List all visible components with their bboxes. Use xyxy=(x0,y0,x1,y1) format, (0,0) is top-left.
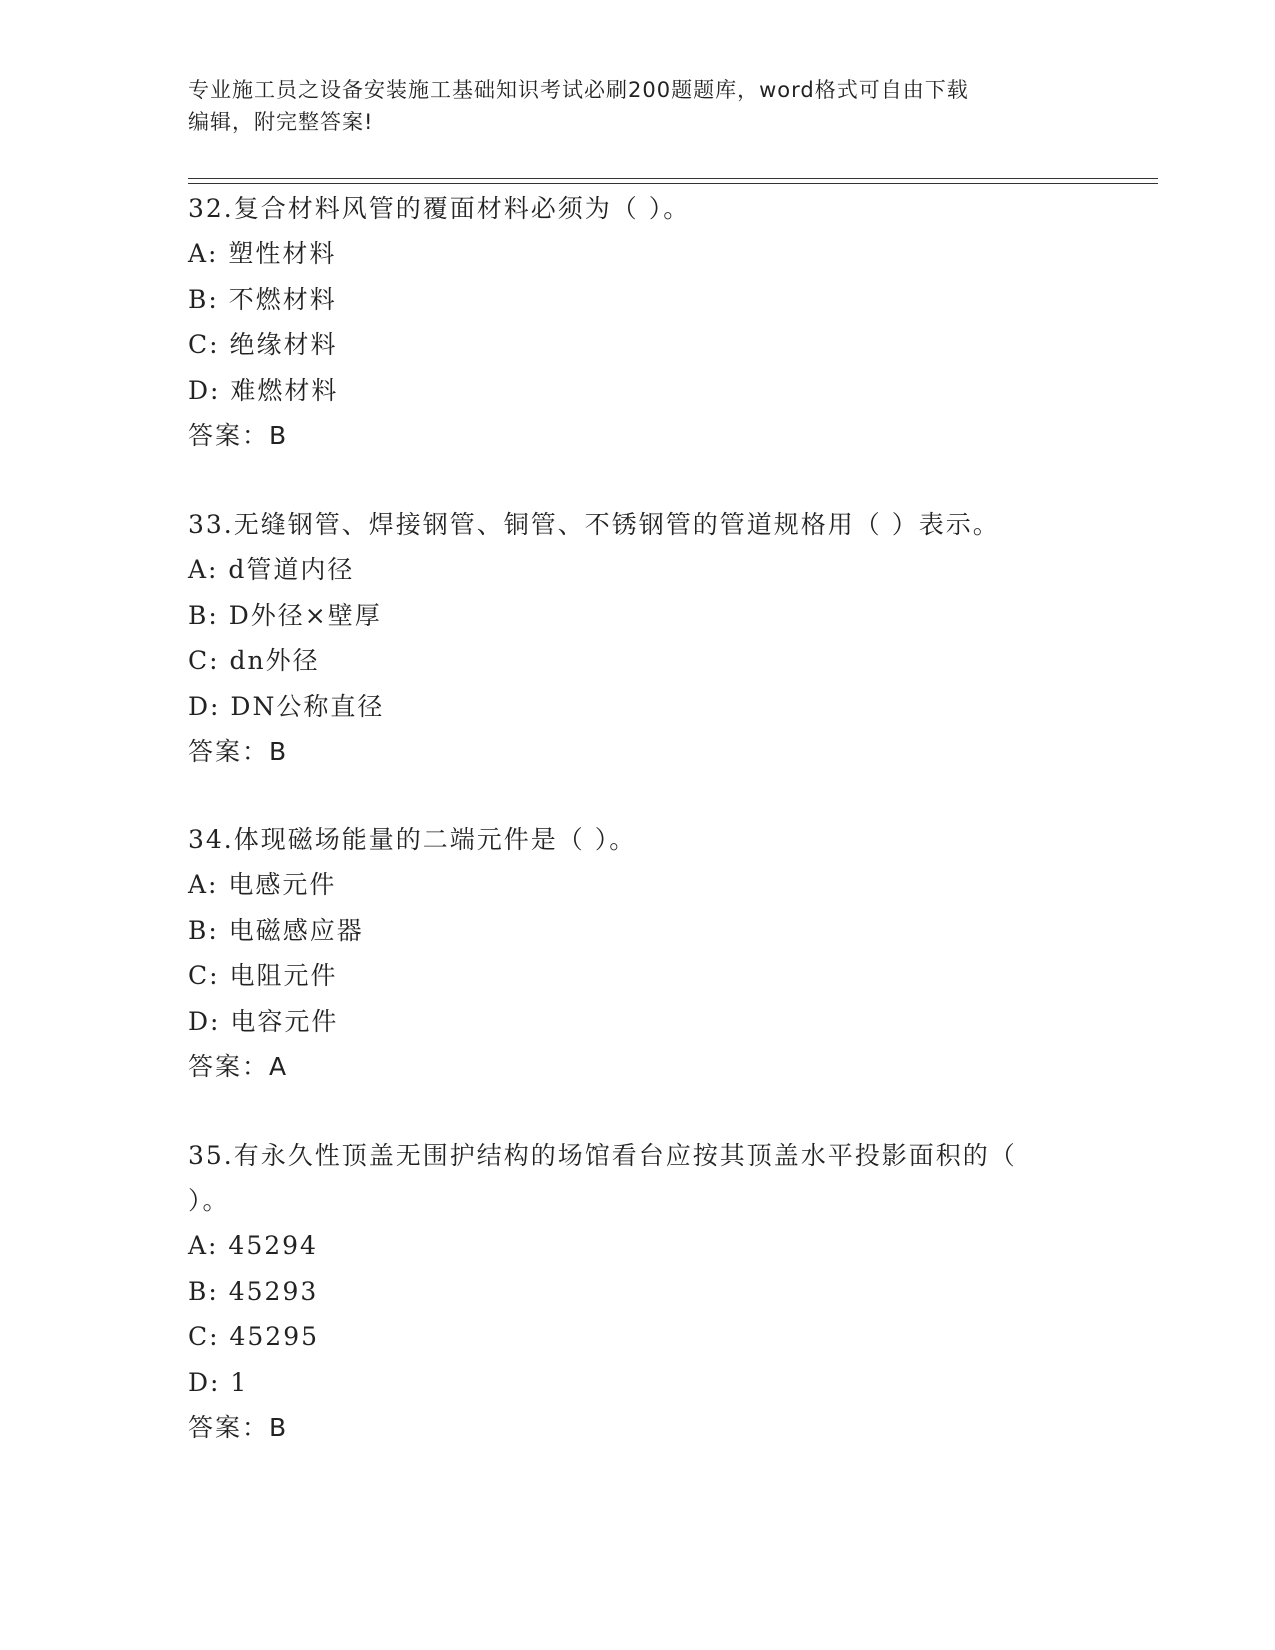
document-header xyxy=(188,74,1088,138)
answer-line: 答案：B xyxy=(188,421,289,450)
option-b: B: 不燃材料 xyxy=(188,284,337,314)
answer-line: 答案：B xyxy=(188,737,289,766)
option-b: B: D外径×壁厚 xyxy=(188,600,382,630)
option-c: C: 电阻元件 xyxy=(188,961,338,990)
answer-line: 答案：B xyxy=(188,1413,289,1442)
option-a: A: d管道内径 xyxy=(188,555,355,584)
question-35 xyxy=(188,1133,1088,1451)
question-stem-line-2: ）。 xyxy=(188,1186,230,1215)
option-c: C: 绝缘材料 xyxy=(188,330,338,359)
header-line-1: 专业施工员之设备安装施工基础知识考试必刷200题题库，word格式可自由下载 xyxy=(188,78,969,102)
option-a: A: 45294 xyxy=(188,1231,318,1260)
question-33 xyxy=(188,502,1088,775)
option-b: B: 电磁感应器 xyxy=(188,915,364,945)
option-d: D: 难燃材料 xyxy=(188,375,339,405)
option-d: D: 电容元件 xyxy=(188,1006,339,1036)
option-a: A: 塑性材料 xyxy=(188,239,337,268)
header-line-2: 编辑，附完整答案! xyxy=(188,110,374,134)
option-a: A: 电感元件 xyxy=(188,870,337,899)
option-c: C: dn外径 xyxy=(188,646,320,675)
answer-line: 答案：A xyxy=(188,1052,289,1081)
question-stem: 33.无缝钢管、焊接钢管、铜管、不锈钢管的管道规格用（ ）表示。 xyxy=(188,510,1000,539)
header-divider-top xyxy=(188,178,1158,179)
option-b: B: 45293 xyxy=(188,1276,319,1306)
question-34 xyxy=(188,817,1088,1090)
option-d: D: 1 xyxy=(188,1367,249,1397)
header-divider-bottom xyxy=(188,183,1158,184)
question-stem-line-1: 35.有永久性顶盖无围护结构的场馆看台应按其顶盖水平投影面积的（ xyxy=(188,1141,1017,1170)
option-c: C: 45295 xyxy=(188,1322,320,1351)
question-stem: 34.体现磁场能量的二端元件是（ ）。 xyxy=(188,825,637,854)
question-32 xyxy=(188,186,1088,459)
option-d: D: DN公称直径 xyxy=(188,691,385,721)
question-stem: 32.复合材料风管的覆面材料必须为（ ）。 xyxy=(188,194,691,223)
